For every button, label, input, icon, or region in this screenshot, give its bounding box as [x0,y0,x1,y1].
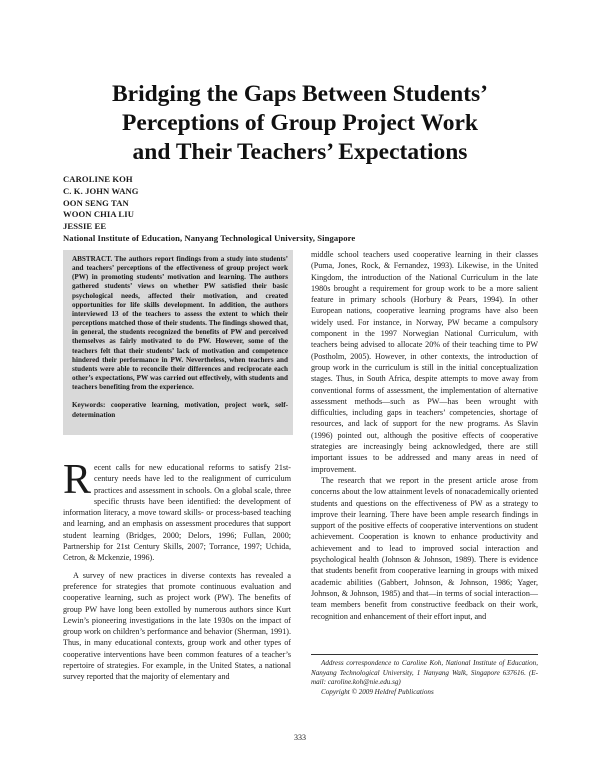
author-list [63,174,543,245]
abstract-box [63,250,293,435]
keywords-text: Keywords: cooperative learning, motivation, project work, self-determination [72,401,288,419]
drop-cap: R [63,457,92,503]
article-title [60,80,540,167]
title-line-2: Perceptions of Group Project Work [122,110,478,136]
author-name: CAROLINE KOH [63,174,133,184]
copyright-note: Copyright © 2009 Heldref Publications [321,687,434,696]
body-column-right [311,249,538,622]
footnote [311,659,538,697]
body-column-left [63,457,291,683]
title-line-3: and Their Teachers’ Expectations [132,139,468,165]
page-number: 333 [294,733,306,742]
abstract-text: ABSTRACT. The authors report findings from a study into students’ and teachers’ perceptions of the effectiveness of group project work (PW) in promoting students’ motivation and learning. The authors gathered students’ views on whether PW satisfied their basic psychological needs, affected their motivation, and created opportunities for life skills development. In addition, the authors interviewed 13 of the teachers to assess the extent to which their perceptions matched those of their students. The findings showed that, in general, the students recognized the benefits of PW and perceived themselves as fairly motivated to do PW. However, some of the teachers felt that their students’ lack of motivation and competence hindered their performance in PW. Nevertheless, when teachers and students were able to reconcile their differences and reciprocate each other’s expectations, PW was carried out effectively, with students and teachers benefiting from the experience. [72,255,288,392]
correspondence-note: Address correspondence to Caroline Koh, National Institute of Education, Nanyang Technological University, 1 Nanyang Walk, Singapore 637616. (E-mail: caroline.koh@nie.edu.sg) [311,659,538,687]
body-paragraph: A survey of new practices in diverse contexts has revealed a preference for strategies that promote continuous evaluation and cooperative learning, such as project work (PW). The benefits of group PW have long been extolled by numerous authors since Kurt Lewin’s pioneering investigations in the late 1930s on the impact of group work on children’s performance and behavior (Sherman, 1991). Thus, in many educational contexts, group work and other types of cooperative interventions have been common features of a teacher’s repertoire of strategies. For example, in the United States, a national survey reported that the majority of elementary and [63,570,291,682]
body-paragraph: middle school teachers used cooperative learning in their classes (Puma, Jones, Rock, & Fernandez, 1993). Likewise, in the United Kingdom, the introduction of the National Curriculum in the late 1980s brought a requirement for group work to be a more salient feature in primary schools (Horbury & Pears, 1994). In other European nations, cooperative learning programs have also been widely used. For instance, in Norway, PW became a compulsory component in the 1997 Norwegian National Curriculum, with teachers being advised to allocate 20% of their teaching time to PW (Postholm, 2005). However, in other contexts, the introduction of group work in the curriculum is still in the initial conceptualization stages. Thus, in South Africa, despite attempts to move away from conventional forms of assessment, the implementation of alternative assessment methods—such as PW—has been wrought with difficulties, including gaps in teachers’ competencies, shortage of resources, and lack of support for the new programs. As Slavin (1996) pointed out, although the positive effects of cooperative strategies are increasingly being acknowledged, there are still important issues to be addressed and many areas in need of improvement. [311,250,538,474]
paragraph-text: ecent calls for new educational reforms to satisfy 21st-century needs have led to the realignment of curriculum practices and assessment in schools. On a global scale, three specific thrusts have been identified: the development of information literacy, a move toward skills- or process-based teaching and learning, and an emphasis on assessment procedures that support student learning (Bridges, 2000; Delors, 1996; Fullan, 2000; Partnership for 21st Century Skills, 2007; Torrance, 1997; Uchida, Cetron, & Mckenzie, 1996). [63,463,291,563]
author-name: WOON CHIA LIU [63,209,135,220]
author-name: OON SENG TAN [63,197,129,208]
footnote-divider [311,654,538,655]
body-paragraph: The research that we report in the present article arose from concerns about the low attainment levels of nonacademically oriented students and questions on the effectiveness of PW as a strategy to improve their learning. There have been ample research findings in support of the positive effects of cooperative interventions on student achievement. Cooperation is known to enhance productivity and achievement and to lead to improved social interaction and psychological health (Johnson & Johnson, 1989). There is evidence that students benefit from cooperative learning in groups with mixed academic abilities (Gabbert, Johnson, & Johnson, 1986; Yager, Johnson, & Johnson, 1985) and that—in terms of social interaction—team members benefit from constructive feedback on their work, recognition and enhancement of their effort input, and [311,475,538,621]
author-name: C. K. JOHN WANG [63,185,139,196]
title-line-1: Bridging the Gaps Between Students’ [111,81,489,107]
author-name: JESSIE EE [63,221,107,232]
body-paragraph [63,457,291,564]
author-affiliation: National Institute of Education, Nanyang Technological University, Singapore [63,232,356,243]
